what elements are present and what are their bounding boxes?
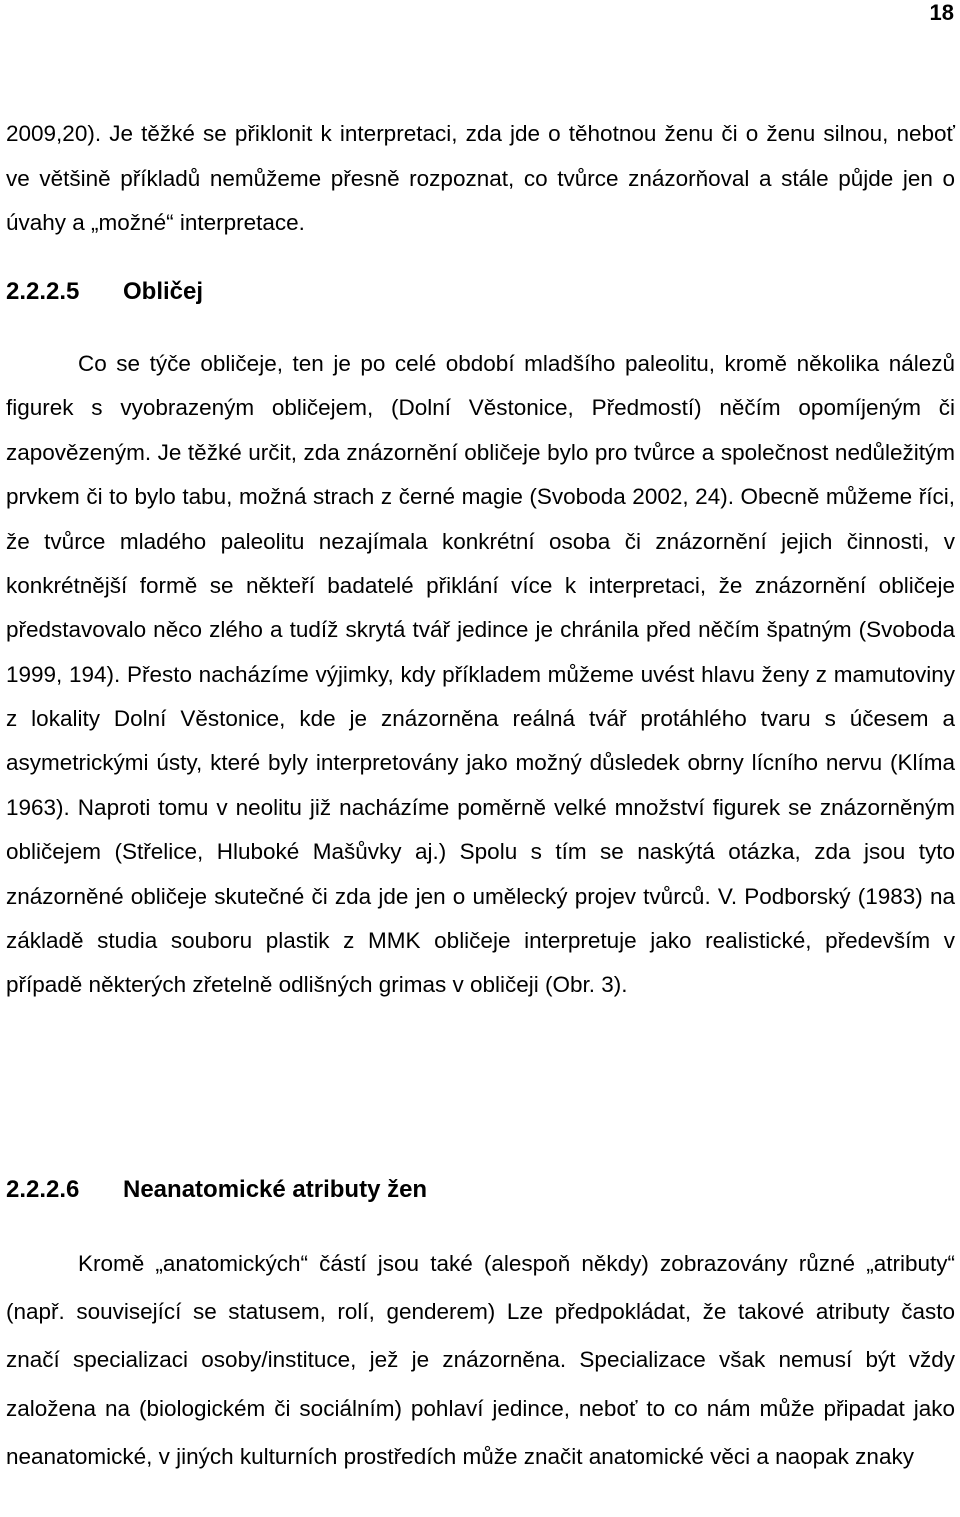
paragraph-oblicej: Co se týče obličeje, ten je po celé období mladšího paleolitu, kromě několika nálezů figurek s vyobrazeným obličejem, (Dolní Věstonice, Předmostí) něčím opomíjeným či zapovězeným. Je těžké určit, zda znázornění obličeje bylo pro tvůrce a společnost nedůležitým prvkem či to bylo tabu, možná strach z černé magie (Svoboda 2002, 24). Obecně můžeme říci, že tvůrce mladého paleolitu nezajímala konkrétní osoba či znázornění jejich činnosti, v konkrétnější formě se někteří badatelé přiklání více k interpretaci, že znázornění obličeje představovalo něco zlého a tudíž skrytá tvář jedince je chránila před něčím špatným (Svoboda 1999, 194). Přesto nacházíme výjimky, kdy příkladem můžeme uvést hlavu ženy z mamutoviny z lokality Dolní Věstonice, kde je znázorněna reálná tvář protáhlého tvaru s účesem a asymetrickými ústy, které byly interpretovány jako možný důsledek obrny lícního nervu (Klíma 1963). Naproti tomu v neolitu již nacházíme poměrně velké množství figurek se znázorněným obličejem (Střelice, Hluboké Mašůvky aj.) Spolu s tím se naskýtá otázka, zda jsou tyto znázorněné obličeje skutečné či zda jde jen o umělecký projev tvůrců. V. Podborský (1983) na základě studia souboru plastik z MMK obličeje interpretuje jako realistické, především v případě některých zřetelně odlišných grimas v obličeji (Obr. 3).	[6, 351, 955, 998]
section-number: 2.2.2.5	[6, 278, 80, 305]
section-title: Neanatomické atributy žen	[123, 1176, 428, 1203]
section-number: 2.2.2.6	[6, 1176, 80, 1203]
paragraph-intro: 2009,20). Je těžké se přiklonit k interpretaci, zda jde o těhotnou ženu či o ženu silnou, neboť ve většině příkladů nemůžeme přesně rozpoznat, co tvůrce znázorňoval a stále půjde jen o úvahy a „možné“ interpretace.	[6, 121, 955, 236]
section-heading-oblicej	[6, 277, 203, 307]
section-title: Obličej	[123, 278, 204, 305]
paragraph-atributy: Kromě „anatomických“ částí jsou také (alespoň někdy) zobrazovány různé „atributy“ (např. související se statusem, rolí, genderem) Lze předpokládat, že takové atributy často značí specializaci osoby/instituce, jež je znázorněna. Specializace však nemusí být vždy založena na (biologickém či sociálním) pohlaví jedince, neboť to co nám může připadat jako neanatomické, v jiných kulturních prostředích může značit anatomické věci a naopak znaky	[6, 1251, 955, 1469]
page-number: 18	[929, 0, 954, 25]
section-heading-atributy	[6, 1175, 427, 1205]
